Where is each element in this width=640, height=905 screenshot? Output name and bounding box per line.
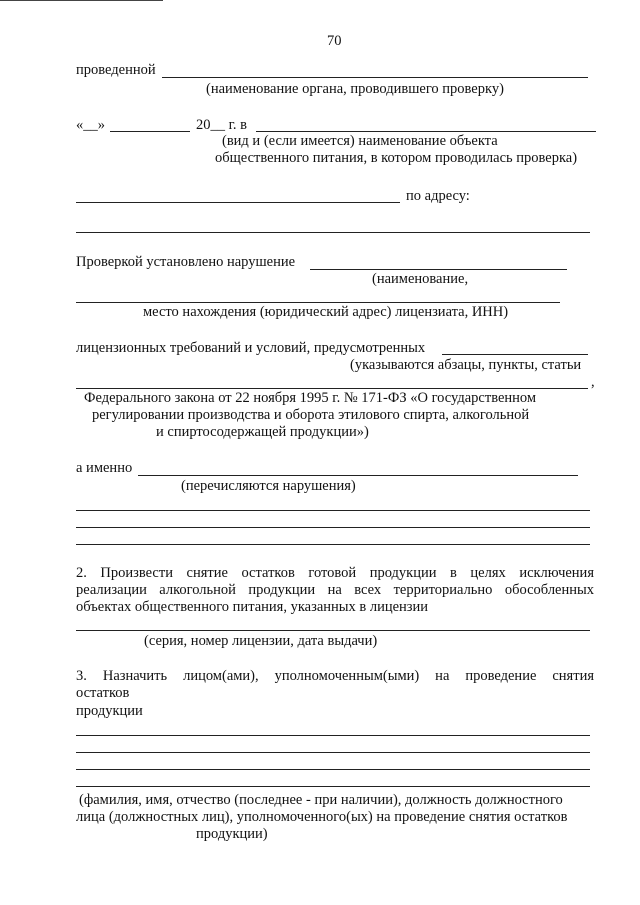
blank-violations-3[interactable] [76, 544, 590, 545]
date-year: 20__ г. в [196, 117, 248, 133]
hint-paragraphs: (указываются абзацы, пункты, статьи [350, 357, 582, 373]
label-violation: Проверкой установлено нарушение [76, 254, 296, 270]
item-3-line-1: 3. Назначить лицом(ами), уполномоченным(ыми) на проведение снятия [76, 668, 594, 684]
item-2-line-2: реализации алкогольной продукции на всех территориально обособленных [76, 582, 594, 598]
comma: , [591, 374, 595, 390]
blank-month[interactable] [110, 131, 190, 132]
label-requirements: лицензионных требований и условий, предусмотренных [76, 340, 426, 356]
hint-person-2: лица (должностных лиц), уполномоченного(ых) на проведение снятия остатков [76, 809, 568, 825]
law-line-3: и спиртосодержащей продукции») [156, 424, 369, 440]
hint-person-3: продукции) [196, 826, 268, 842]
item-2-line-3: объектах общественного питания, указанных в лицензии [76, 599, 429, 615]
hint-organ: (наименование органа, проводившего проверку) [206, 81, 504, 97]
item-2-line-1: 2. Произвести снятие остатков готовой продукции в целях исключения [76, 565, 594, 581]
label-namely: а именно [76, 460, 133, 476]
item-3-line-2: остатков [76, 685, 130, 701]
blank-object[interactable] [256, 131, 596, 132]
page-number: 70 [327, 33, 342, 49]
blank-requirements[interactable] [442, 354, 588, 355]
top-edge-line [0, 0, 163, 1]
blank-person-1[interactable] [76, 735, 590, 736]
blank-violations-1[interactable] [76, 510, 590, 511]
blank-object-cont[interactable] [76, 202, 400, 203]
blank-organ[interactable] [162, 77, 588, 78]
hint-person-1: (фамилия, имя, отчество (последнее - при наличии), должность должностного [79, 792, 563, 808]
hint-license: (серия, номер лицензии, дата выдачи) [144, 633, 378, 649]
date-day: «__» [76, 117, 105, 133]
blank-location[interactable] [76, 302, 560, 303]
blank-paragraphs[interactable] [76, 388, 588, 389]
law-line-1: Федерального закона от 22 ноября 1995 г. № 171-ФЗ «О государственном [84, 390, 537, 406]
law-line-2: регулировании производства и оборота этилового спирта, алкогольной [92, 407, 530, 423]
blank-namely[interactable] [138, 475, 578, 476]
hint-object-2: общественного питания, в котором проводилась проверка) [215, 150, 578, 166]
hint-violations: (перечисляются нарушения) [181, 478, 356, 494]
hint-location: место нахождения (юридический адрес) лицензиата, ИНН) [143, 304, 509, 320]
blank-licensee[interactable] [310, 269, 567, 270]
blank-person-3[interactable] [76, 769, 590, 770]
hint-name: (наименование, [372, 271, 469, 287]
hint-object-1: (вид и (если имеется) наименование объекта [222, 133, 498, 149]
label-conducted: проведенной [76, 62, 156, 78]
blank-person-4[interactable] [76, 786, 590, 787]
blank-person-2[interactable] [76, 752, 590, 753]
blank-license[interactable] [76, 630, 590, 631]
blank-violations-2[interactable] [76, 527, 590, 528]
label-address: по адресу: [406, 188, 470, 204]
blank-address[interactable] [76, 232, 590, 233]
item-3-line-3: продукции [76, 703, 143, 719]
